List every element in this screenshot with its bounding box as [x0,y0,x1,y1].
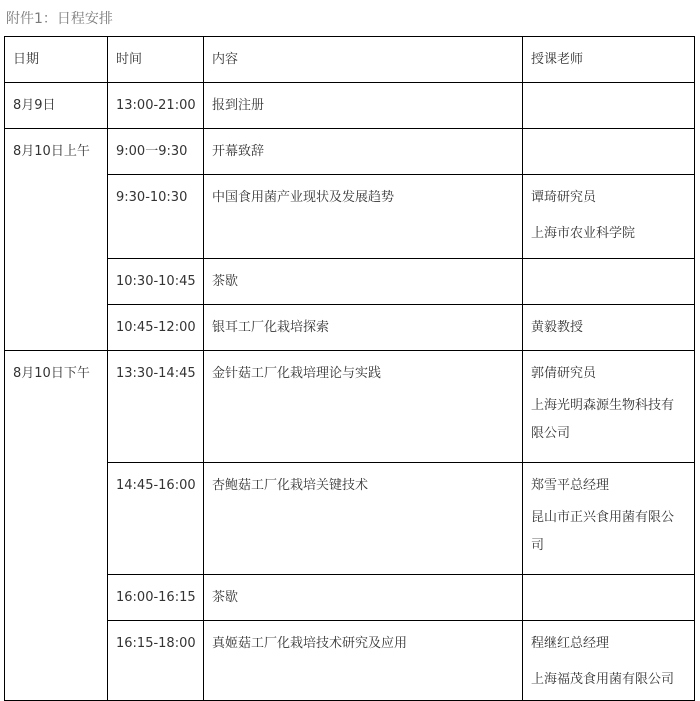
teacher-cell [523,575,695,621]
date-cell: 8月10日下午 [5,351,108,701]
time-cell: 13:30-14:45 [108,351,204,463]
teacher-cell [523,621,695,701]
time-cell: 10:45-12:00 [108,305,204,351]
time-cell: 13:00-21:00 [108,83,204,129]
content-cell: 杏鲍菇工厂化栽培关键技术 [204,463,523,575]
teacher-name: 谭琦研究员 [531,190,597,205]
table-row [5,129,695,175]
time-cell: 16:00-16:15 [108,575,204,621]
time-cell: 10:30-10:45 [108,259,204,305]
table-row [5,83,695,129]
content-cell: 银耳工厂化栽培探索 [204,305,523,351]
teacher-name: 郑雪平总经理 [531,478,610,493]
table-row [5,575,695,621]
teacher-org: 上海光明森源生物科技有限公司 [531,398,675,441]
teacher-name: 程继红总经理 [531,636,610,651]
table-row [5,259,695,305]
header-time: 时间 [108,37,204,83]
table-row [5,463,695,575]
table-row [5,175,695,259]
teacher-name: 黄毅教授 [531,320,584,335]
date-cell: 8月9日 [5,83,108,129]
teacher-cell [523,463,695,575]
page-title: 附件1：日程安排 [6,11,113,27]
header-date: 日期 [5,37,108,83]
teacher-name: 郭倩研究员 [531,366,597,381]
header-content: 内容 [204,37,523,83]
teacher-cell [523,129,695,175]
schedule-table [4,36,695,701]
time-cell: 14:45-16:00 [108,463,204,575]
table-row [5,351,695,463]
time-cell: 9:00一9:30 [108,129,204,175]
teacher-cell [523,351,695,463]
teacher-cell [523,305,695,351]
time-cell: 9:30-10:30 [108,175,204,259]
teacher-cell [523,175,695,259]
content-cell: 金针菇工厂化栽培理论与实践 [204,351,523,463]
content-cell: 真姬菇工厂化栽培技术研究及应用 [204,621,523,701]
teacher-org: 昆山市正兴食用菌有限公司 [531,510,675,553]
header-teacher: 授课老师 [523,37,695,83]
table-row [5,305,695,351]
table-header-row [5,37,695,83]
content-cell: 茶歇 [204,259,523,305]
content-cell: 报到注册 [204,83,523,129]
teacher-org: 上海福茂食用菌有限公司 [531,672,675,687]
teacher-cell [523,83,695,129]
content-cell: 中国食用菌产业现状及发展趋势 [204,175,523,259]
teacher-org: 上海市农业科学院 [531,226,636,241]
content-cell: 开幕致辞 [204,129,523,175]
table-row [5,621,695,701]
teacher-cell [523,259,695,305]
date-cell: 8月10日上午 [5,129,108,351]
content-cell: 茶歇 [204,575,523,621]
time-cell: 16:15-18:00 [108,621,204,701]
